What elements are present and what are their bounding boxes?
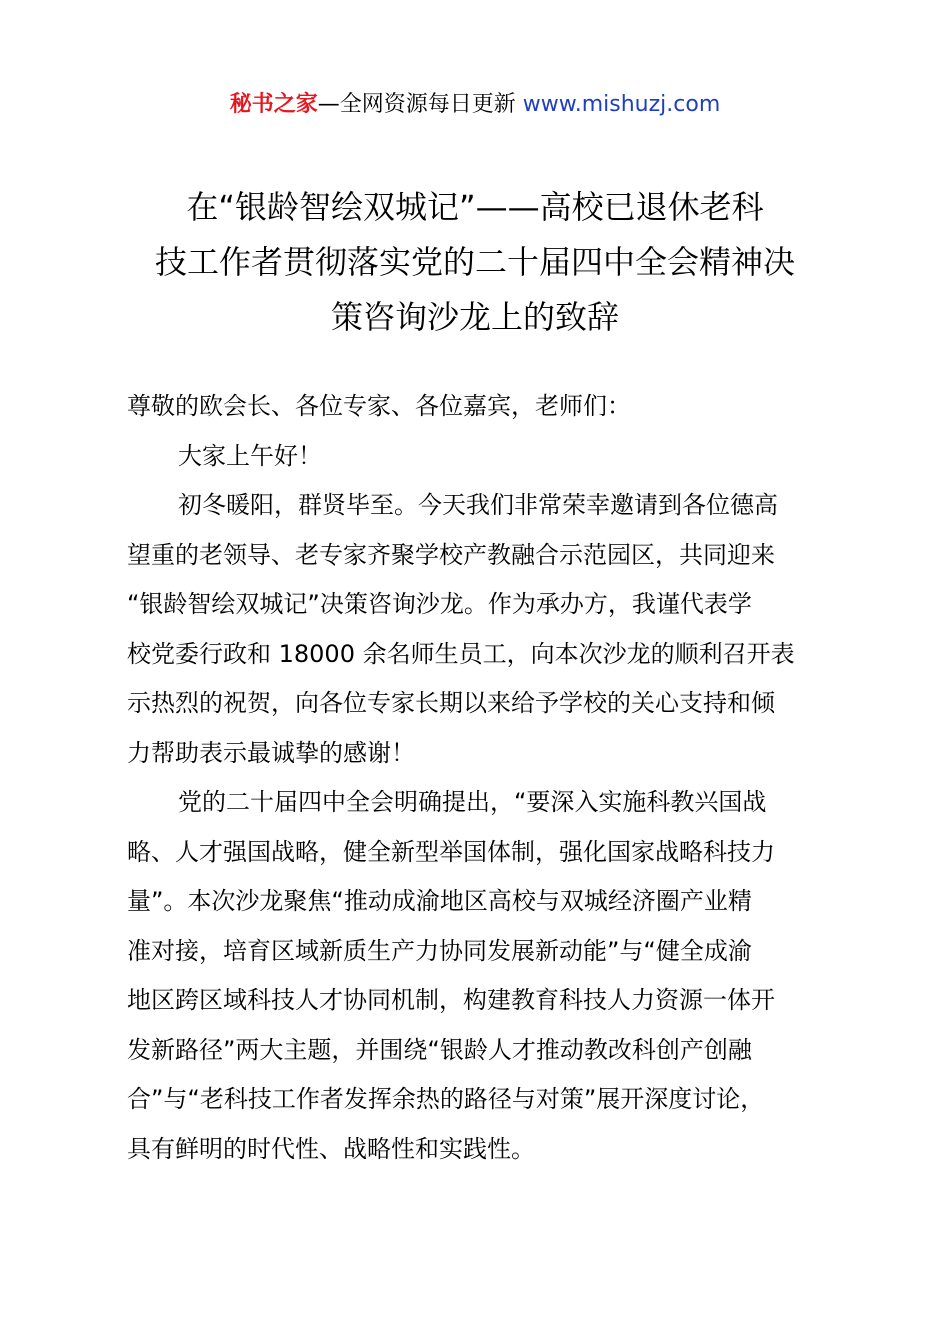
document-title (110, 180, 840, 345)
paragraph-line: 党的二十届四中全会明确提出，“要深入实施科教兴国战 (178, 788, 767, 816)
page-header (0, 88, 950, 122)
paragraph-line: 量”。本次沙龙聚焦“推动成渝地区高校与双城经济圈产业精 (127, 887, 752, 915)
paragraph-line: 示热烈的祝贺，向各位专家长期以来给予学校的关心支持和倾 (127, 689, 775, 717)
paragraph-line: “银龄智绘双城记”决策咨询沙龙。作为承办方，我谨代表学 (127, 590, 752, 618)
paragraph-2 (127, 778, 857, 1174)
paragraph-line: 略、人才强国战略，健全新型举国体制，强化国家战略科技力 (127, 837, 775, 866)
header-tagline: —全网资源每日更新 (317, 92, 516, 117)
salutation: 尊敬的欧会长、各位专家、各位嘉宾，老师们： (127, 392, 631, 420)
title-line: 在“银龄智绘双城记”——高校已退休老科 (186, 188, 764, 226)
paragraph-line: 力帮助表示最诚挚的感谢！ (127, 738, 415, 767)
paragraph-line: 地区跨区域科技人才协同机制，构建教育科技人力资源一体开 (127, 986, 775, 1014)
header-url[interactable]: www.mishuzj.com (522, 92, 721, 117)
paragraph-line: 具有鲜明的时代性、战略性和实践性。 (127, 1134, 535, 1163)
paragraph-1 (127, 481, 857, 778)
paragraph-line: 望重的老领导、老专家齐聚学校产教融合示范园区，共同迎来 (127, 540, 775, 569)
paragraph-line: 发新路径”两大主题，并围绕“银龄人才推动教改科创产创融 (127, 1035, 752, 1064)
paragraph-line: 准对接，培育区域新质生产力协同发展新动能”与“健全成渝 (127, 936, 752, 965)
greeting: 大家上午好！ (178, 441, 322, 470)
paragraph-line: 初冬暖阳，群贤毕至。今天我们非常荣幸邀请到各位德高 (178, 491, 778, 519)
paragraph-line: 校党委行政和 18000 余名师生员工，向本次沙龙的顺利召开表 (127, 639, 795, 668)
brand-name: 秘书之家 (229, 92, 318, 117)
paragraph-line: 合”与“老科技工作者发挥余热的路径与对策”展开深度讨论， (127, 1085, 765, 1113)
title-line: 策咨询沙龙上的致辞 (330, 298, 619, 336)
title-line: 技工作者贯彻落实党的二十届四中全会精神决 (154, 243, 795, 281)
document-body (127, 382, 857, 1174)
